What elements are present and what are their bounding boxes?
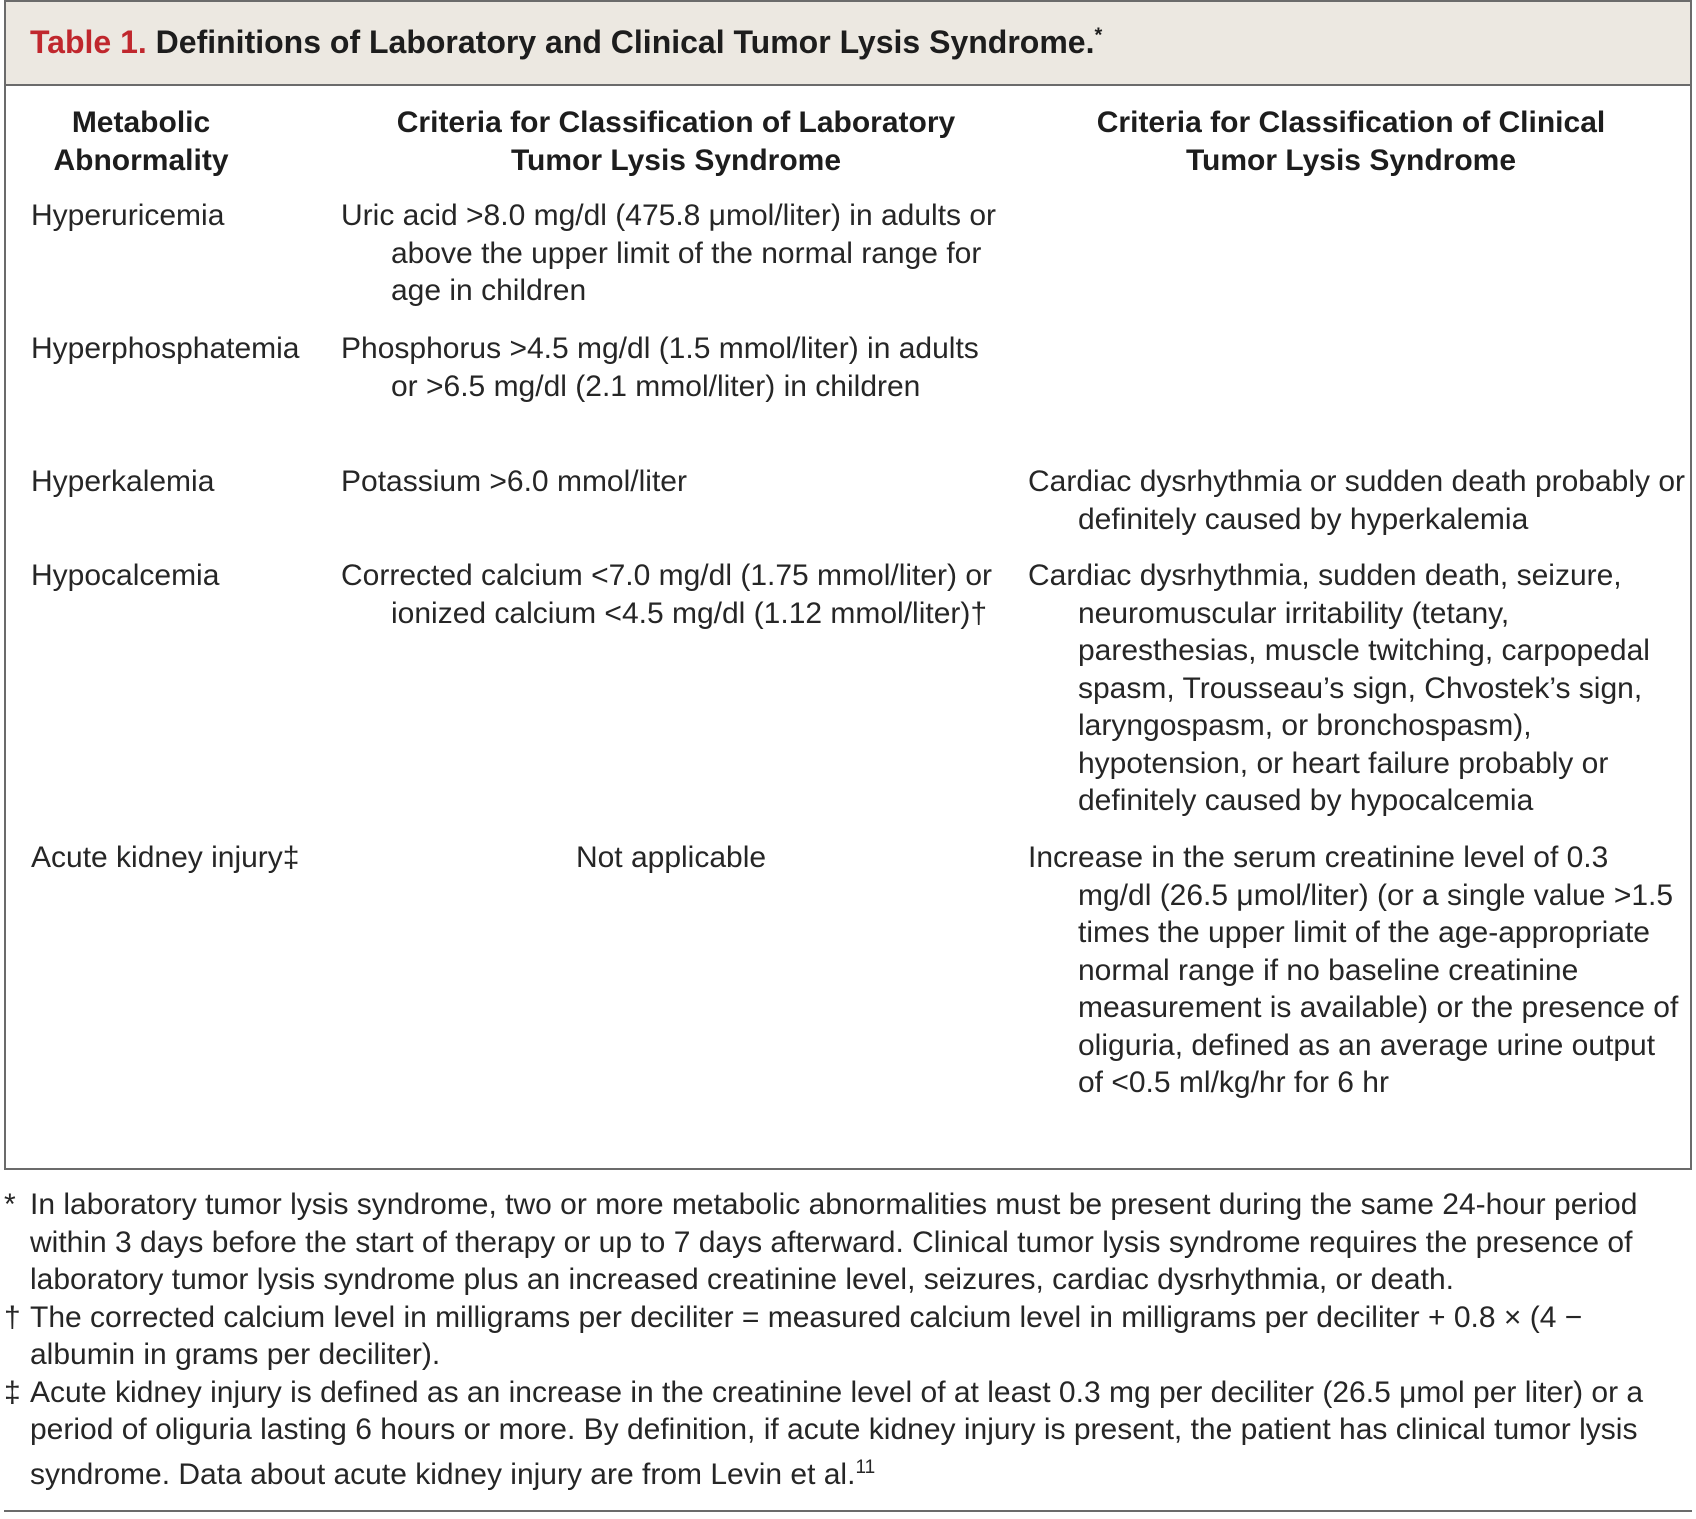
row-clinical-criteria: Increase in the serum creatinine level of 0.3 mg/dl (26.5 μmol/liter) (or a single value >1.5 times the upper limit of the age-appropriate normal range if no baseline creatinine measurement is available) or the presence of oliguria, defined as an average urine output of <0.5 ml/kg/hr for 6 hr [1028,841,1679,1099]
row-abnormality: Acute kidney injury‡ [31,841,300,874]
footnote-text: In laboratory tumor lysis syndrome, two or more metabolic abnormalities must be present during the same 24-hour period within 3 days before the start of therapy or up to 7 days afterward. Clinical tumor lysis syndrome requires the presence of laboratory tumor lysis syndrome plus an increased creatinine level, seizures, cardiac dysrhythmia, or death. [30,1188,1638,1296]
footnote-mark: * [4,1188,16,1221]
row-clinical-criteria: Cardiac dysrhythmia or sudden death probably or definitely caused by hyperkalemia [1028,465,1686,536]
row-laboratory-criteria: Phosphorus >4.5 mg/dl (1.5 mmol/liter) in adults or >6.5 mg/dl (2.1 mmol/liter) in children [341,332,979,403]
footnote [4,1299,1692,1374]
row-laboratory-criteria: Potassium >6.0 mmol/liter [341,465,687,498]
footnote [4,1374,1692,1494]
header-line: Tumor Lysis Syndrome [1185,144,1517,177]
header-laboratory-criteria [336,104,1016,180]
footnote-mark: † [4,1300,21,1334]
table-title-bar [6,2,1690,86]
row-laboratory-criteria: Corrected calcium <7.0 mg/dl (1.75 mmol/liter) or ionized calcium <4.5 mg/dl (1.12 mmol/liter)† [341,559,993,630]
row-abnormality: Hyperphosphatemia [31,332,300,365]
reference-number: 11 [855,1456,876,1478]
footnote [4,1186,1692,1299]
table-frame [4,0,1692,1170]
bottom-rule [4,1510,1692,1512]
header-line: Abnormality [53,144,229,177]
row-laboratory-criteria: Uric acid >8.0 mg/dl (475.8 μmol/liter) in adults or above the upper limit of the normal range for age in children [341,199,997,307]
footnote-mark: ‡ [4,1375,21,1409]
table-label: Table 1. [30,24,147,60]
row-abnormality: Hypocalcemia [31,559,220,592]
header-line: Tumor Lysis Syndrome [510,144,842,177]
table-title-text: Definitions of Laboratory and Clinical Tumor Lysis Syndrome. [155,24,1095,60]
row-clinical-criteria: Cardiac dysrhythmia, sudden death, seizure, neuromuscular irritability (tetany, paresthesias, muscle twitching, carpopedal spasm, Trousseau’s sign, Chvostek’s sign, laryngospasm, or bronchospasm), hypotension, or heart failure probably or definitely caused by hypocalcemia [1028,559,1650,817]
header-line: Criteria for Classification of Clinical [1096,106,1606,139]
header-clinical-criteria [1006,104,1696,180]
footnote-text: The corrected calcium level in milligrams per deciliter = measured calcium level in milligrams per deciliter + 0.8 × (4 − albumin in grams per deciliter). [30,1300,1583,1371]
header-line: Metabolic [71,106,211,139]
row-abnormality: Hyperkalemia [31,465,215,498]
title-footnote-mark: * [1094,24,1103,47]
table-title [30,24,1102,61]
row-abnormality: Hyperuricemia [31,199,225,232]
header-metabolic-abnormality [31,104,251,180]
table-footnotes [4,1186,1692,1493]
footnote-text: Acute kidney injury is defined as an increase in the creatinine level of at least 0.3 mg per deciliter (26.5 μmol per liter) or a period of oliguria lasting 6 hours or more. By definition, if acute kidney injury is present, the patient has clinical tumor lysis syndrome. Data about acute kidney injury are from Levin et al. [30,1375,1644,1491]
row-laboratory-criteria: Not applicable [575,841,767,874]
header-line: Criteria for Classification of Laboratory [396,106,956,139]
